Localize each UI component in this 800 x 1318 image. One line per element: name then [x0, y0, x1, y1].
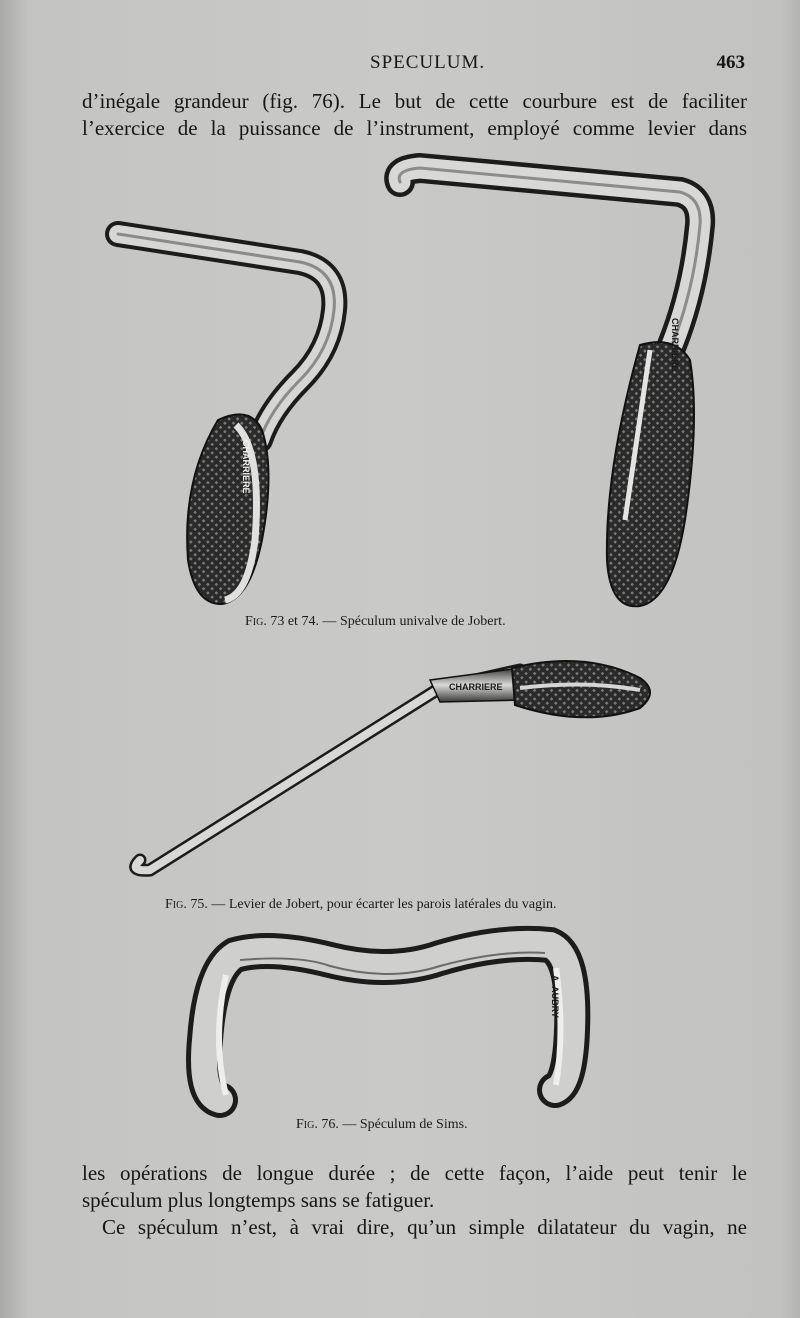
caption-text: 75. — Levier de Jobert, pour écarter les parois latérales du vagin.: [190, 897, 557, 912]
paragraph-line-4: spéculum plus longtemps sans se fatiguer.: [82, 1188, 435, 1212]
maker-mark-fig73: CHARRIERE: [241, 440, 251, 494]
paragraph-line-3: les opérations de longue durée ; de cette façon, l’aide peut tenir le: [82, 1161, 747, 1185]
figure-label: Fig.: [165, 897, 187, 912]
figure-75-caption: [165, 897, 557, 913]
running-head: SPECULUM.: [370, 52, 486, 73]
paragraph-line-2: l’exercice de la puissance de l’instrument, employé comme levier dans: [82, 116, 747, 140]
page-number: 463: [716, 52, 745, 73]
caption-text: 73 et 74. — Spéculum univalve de Jobert.: [270, 614, 506, 629]
figure-73-speculum: [118, 234, 334, 604]
figure-label: Fig.: [245, 614, 267, 629]
figure-75-levier: [136, 661, 650, 870]
maker-mark-fig75: CHARRIERE: [449, 682, 503, 692]
maker-mark-fig76: A. AUBRY: [550, 975, 560, 1018]
paragraph-line-5: Ce spéculum n’est, à vrai dire, qu’un simple dilatateur du vagin, ne: [102, 1215, 747, 1239]
paragraph-line-1: d’inégale grandeur (fig. 76). Le but de cette courbure est de faciliter: [82, 89, 747, 113]
figure-76-sims-speculum: [204, 944, 572, 1100]
figure-74-speculum: [399, 168, 700, 606]
figure-76-caption: [296, 1117, 468, 1133]
caption-text: 76. — Spéculum de Sims.: [321, 1117, 468, 1132]
figure-label: Fig.: [296, 1117, 318, 1132]
maker-mark-fig74: CHARRIERE: [670, 318, 680, 372]
figure-73-74-caption: [245, 614, 506, 630]
